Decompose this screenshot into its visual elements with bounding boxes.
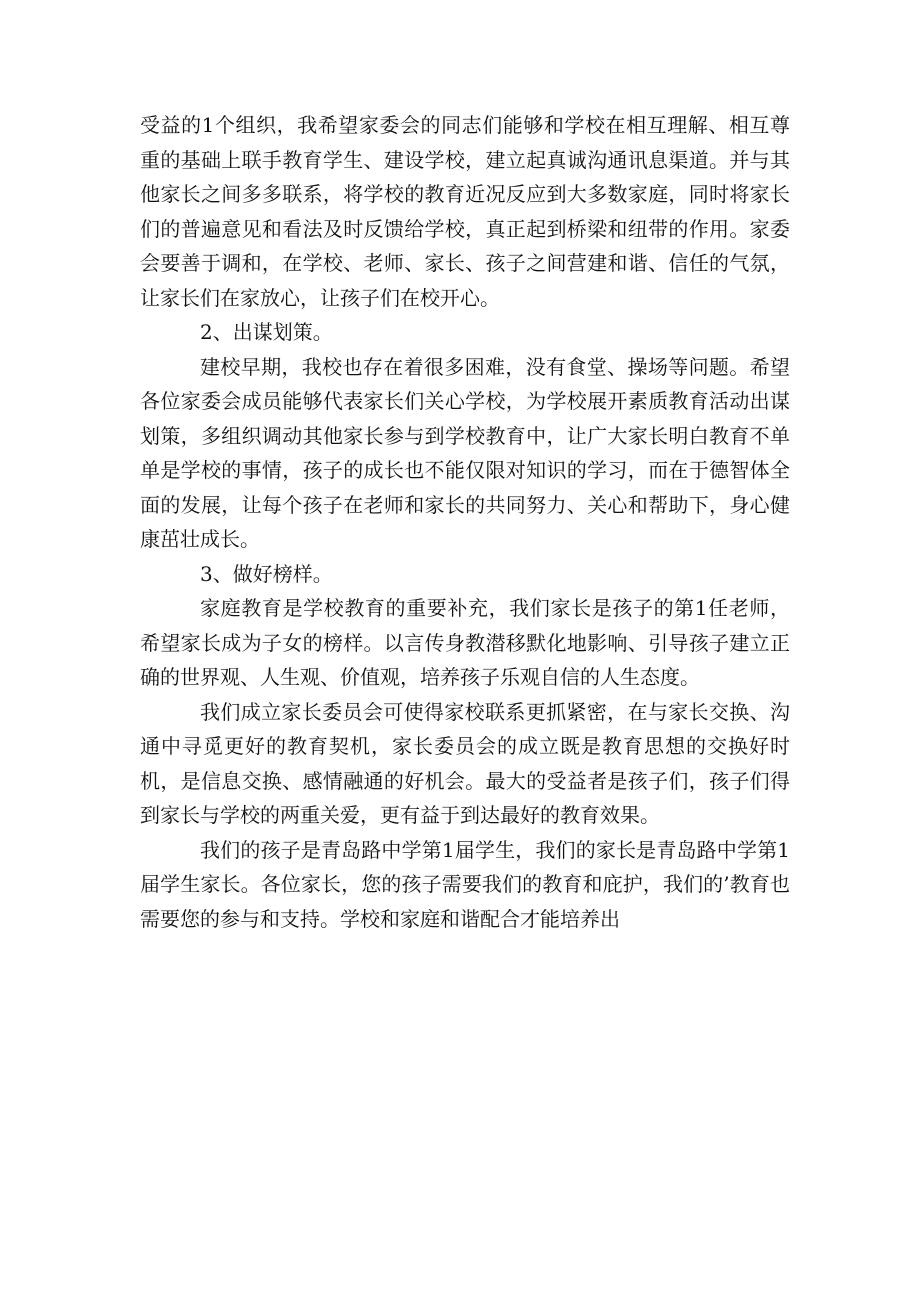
paragraph-family-education: 家庭教育是学校教育的重要补充，我们家长是孩子的第1任老师，希望家长成为子女的榜样。以言传身教潜移默化地影响、引导孩子建立正确的世界观、人生观、价值观，培养孩子乐观自信的人生态度。 bbox=[140, 596, 790, 689]
paragraph-parent-committee: 我们成立家长委员会可使得家校联系更抓紧密，在与家长交换、沟通中寻觅更好的教育契机，家长委员会的成立既是教育思想的交换好时机，是信息交换、感情融通的好机会。最大的受益者是孩子们，孩子们得到家长与学校的两重关爱，更有益于到达最好的教育效果。 bbox=[140, 699, 790, 827]
section-heading-3: 3、做好榜样。 bbox=[200, 561, 333, 586]
paragraph-first-students: 我们的孩子是青岛路中学第1届学生，我们的家长是青岛路中学第1届学生家长。各位家长，您的孩子需要我们的教育和庇护，我们的’教育也需要您的参与和支持。学校和家庭和谐配合才能培养出 bbox=[140, 837, 790, 931]
paragraph-school-planning: 建校早期，我校也存在着很多困难，没有食堂、操场等问题。希望各位家委会成员能够代表家长们关心学校，为学校展开素质教育活动出谋划策，多组织调动其他家长参与到学校教育中，让广大家长明白教育不单单是学校的事情，孩子的成长也不能仅限对知识的学习，而在于德智体全面的发展，让每个孩子在老师和家长的共同努力、关心和帮助下，身心健康茁壮成长。 bbox=[140, 354, 790, 551]
section-heading-2: 2、出谋划策。 bbox=[200, 320, 333, 344]
paragraph-continuation: 受益的1个组织，我希望家委会的同志们能够和学校在相互理解、相互尊重的基础上联手教育学生、建设学校，建立起真诚沟通讯息渠道。并与其他家长之间多多联系，将学校的教育近况反应到大多数家庭，同时将家长们的普遍意见和看法及时反馈给学校，真正起到桥梁和纽带的作用。家委会要善于调和，在学校、老师、家长、孩子之间营建和谐、信任的气氛，让家长们在家放心，让孩子们在校开心。 bbox=[140, 113, 790, 310]
document-body bbox=[140, 108, 790, 936]
